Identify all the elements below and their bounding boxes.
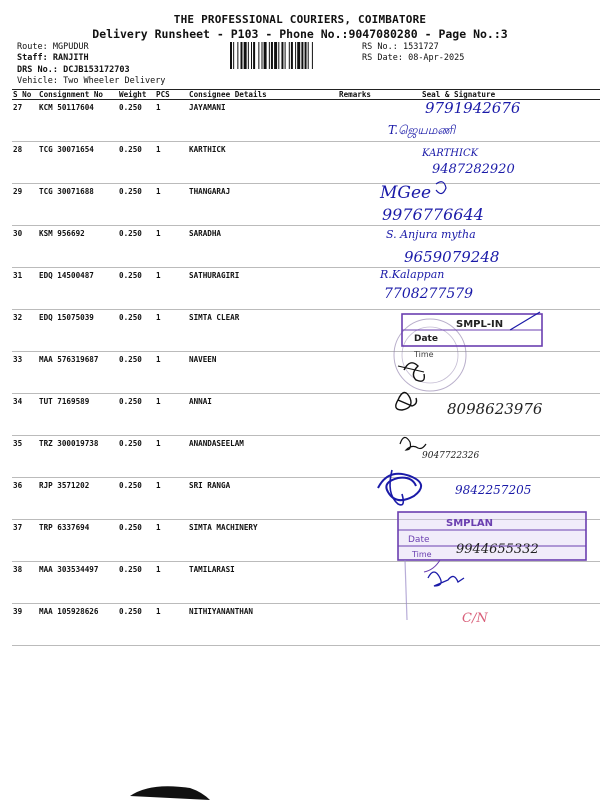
handwritten-phone: 9047722326 — [422, 451, 480, 461]
consignee: SATHURAGIRI — [188, 268, 338, 310]
stamp-date-label: Date — [414, 334, 438, 344]
col-sno: S No — [12, 90, 38, 100]
handwritten-name: KARTHICK — [422, 148, 479, 159]
weight: 0.250 — [118, 100, 155, 142]
sno: 29 — [12, 184, 38, 226]
consignee: ANANDASEELAM — [188, 436, 338, 478]
consignment-no: TCG 30071654 — [38, 142, 118, 184]
col-seal-signature: Seal & Signature — [396, 90, 600, 100]
company-title: THE PROFESSIONAL COURIERS, COIMBATORE — [173, 13, 427, 26]
pcs: 1 — [155, 394, 188, 436]
consignment-no: TUT 7169589 — [38, 394, 118, 436]
consignee: ANNAI — [188, 394, 338, 436]
sno: 35 — [12, 436, 38, 478]
handwritten-phone: 7708277579 — [384, 286, 474, 302]
consignment-no: MAA 576319687 — [38, 352, 118, 394]
weight: 0.250 — [118, 520, 155, 562]
signature — [396, 392, 417, 410]
consignment-no: TRP 6337694 — [38, 520, 118, 562]
col-weight: Weight — [118, 90, 155, 100]
consignment-no: RJP 3571202 — [38, 478, 118, 520]
pcs: 1 — [155, 142, 188, 184]
weight: 0.250 — [118, 226, 155, 268]
weight: 0.250 — [118, 184, 155, 226]
pcs: 1 — [155, 478, 188, 520]
col-remarks: Remarks — [338, 90, 396, 100]
consignee: JAYAMANI — [188, 100, 338, 142]
handwritten-phone: 9659079248 — [404, 248, 500, 266]
signature: MGee — [380, 183, 432, 203]
pcs: 1 — [155, 268, 188, 310]
consignee: KARTHICK — [188, 142, 338, 184]
weight: 0.250 — [118, 604, 155, 646]
weight: 0.250 — [118, 142, 155, 184]
weight: 0.250 — [118, 478, 155, 520]
handwritten-phone: 9487282920 — [432, 162, 515, 177]
signature — [404, 363, 424, 381]
pcs: 1 — [155, 100, 188, 142]
pcs: 1 — [155, 604, 188, 646]
pcs: 1 — [155, 310, 188, 352]
weight: 0.250 — [118, 268, 155, 310]
sno: 34 — [12, 394, 38, 436]
route-label: Route: — [17, 42, 48, 52]
signature — [428, 572, 464, 586]
col-consignee: Consignee Details — [188, 90, 338, 100]
drs-label: DRS No.: — [17, 65, 58, 75]
consignment-no: KSM 956692 — [38, 226, 118, 268]
sno: 39 — [12, 604, 38, 646]
cn-mark: C/N — [462, 611, 488, 626]
handwritten-name: R.Kalappan — [380, 268, 445, 281]
stamp-title: SMPLAN — [446, 518, 493, 529]
scan-smudge — [130, 786, 210, 800]
consignee: TAMILARASI — [188, 562, 338, 604]
consignee: SIMTA CLEAR — [188, 310, 338, 352]
handwritten-phone: 9944655332 — [456, 542, 539, 557]
weight: 0.250 — [118, 562, 155, 604]
consignee: NAVEEN — [188, 352, 338, 394]
signature — [400, 437, 426, 450]
stamp-title: SMPL-IN — [456, 319, 504, 330]
consignee: NITHIYANANTHAN — [188, 604, 338, 646]
handwritten-name: T.ஜெயமணி — [388, 123, 456, 137]
pcs: 1 — [155, 352, 188, 394]
pcs: 1 — [155, 184, 188, 226]
stamp-time-label: Time — [412, 550, 432, 559]
col-consignment: Consignment No — [38, 90, 118, 100]
sno: 36 — [12, 478, 38, 520]
sno: 33 — [12, 352, 38, 394]
consignment-no: TRZ 300019738 — [38, 436, 118, 478]
runsheet-title: Delivery Runsheet - P103 - Phone No.:9047080280 - Page No.:3 — [92, 27, 508, 41]
weight: 0.250 — [118, 394, 155, 436]
consignment-no: EDQ 15075039 — [38, 310, 118, 352]
vehicle-value: Two Wheeler Delivery — [63, 76, 166, 86]
pcs: 1 — [155, 520, 188, 562]
sno: 31 — [12, 268, 38, 310]
consignee: SARADHA — [188, 226, 338, 268]
stamp-time-label: Time — [414, 350, 434, 359]
consignment-no: TCG 30071688 — [38, 184, 118, 226]
handwritten-phone: 9976776644 — [382, 205, 484, 224]
consignment-no: MAA 303534497 — [38, 562, 118, 604]
handwritten-phone: 9791942676 — [425, 99, 521, 117]
sno: 27 — [12, 100, 38, 142]
weight: 0.250 — [118, 310, 155, 352]
consignment-no: MAA 105928626 — [38, 604, 118, 646]
rs-no-value: 1531727 — [402, 42, 439, 52]
pcs: 1 — [155, 562, 188, 604]
signature — [378, 474, 421, 500]
weight: 0.250 — [118, 436, 155, 478]
rs-no-label: RS No.: — [362, 42, 398, 52]
sno: 37 — [12, 520, 38, 562]
consignment-no: KCM 50117604 — [38, 100, 118, 142]
pcs: 1 — [155, 436, 188, 478]
company-stamp — [398, 512, 586, 572]
handwritten-phone: 9842257205 — [455, 483, 532, 497]
sno: 28 — [12, 142, 38, 184]
weight: 0.250 — [118, 352, 155, 394]
sno: 38 — [12, 562, 38, 604]
route-value: MGPUDUR — [52, 42, 89, 52]
consignee: THANGARAJ — [188, 184, 338, 226]
stamp-date-label: Date — [408, 535, 430, 545]
sno: 32 — [12, 310, 38, 352]
company-stamp — [394, 312, 542, 391]
pcs: 1 — [155, 226, 188, 268]
rs-date-label: RS Date: — [362, 53, 403, 63]
consignee: SIMTA MACHINERY — [188, 520, 338, 562]
staff-label: Staff: — [17, 53, 48, 63]
staff-value: RANJITH — [52, 53, 89, 63]
rs-date-value: 08-Apr-2025 — [408, 53, 465, 63]
col-pcs: PCS — [155, 90, 188, 100]
handwritten-name: S. Anjura mytha — [386, 228, 476, 241]
signature-flourish — [436, 182, 446, 194]
handwritten-phone: 8098623976 — [447, 400, 543, 418]
sno: 30 — [12, 226, 38, 268]
consignment-no: EDQ 14500487 — [38, 268, 118, 310]
vehicle-label: Vehicle: — [17, 76, 58, 86]
drs-value: DCJB153172703 — [63, 65, 130, 75]
consignee: SRI RANGA — [188, 478, 338, 520]
